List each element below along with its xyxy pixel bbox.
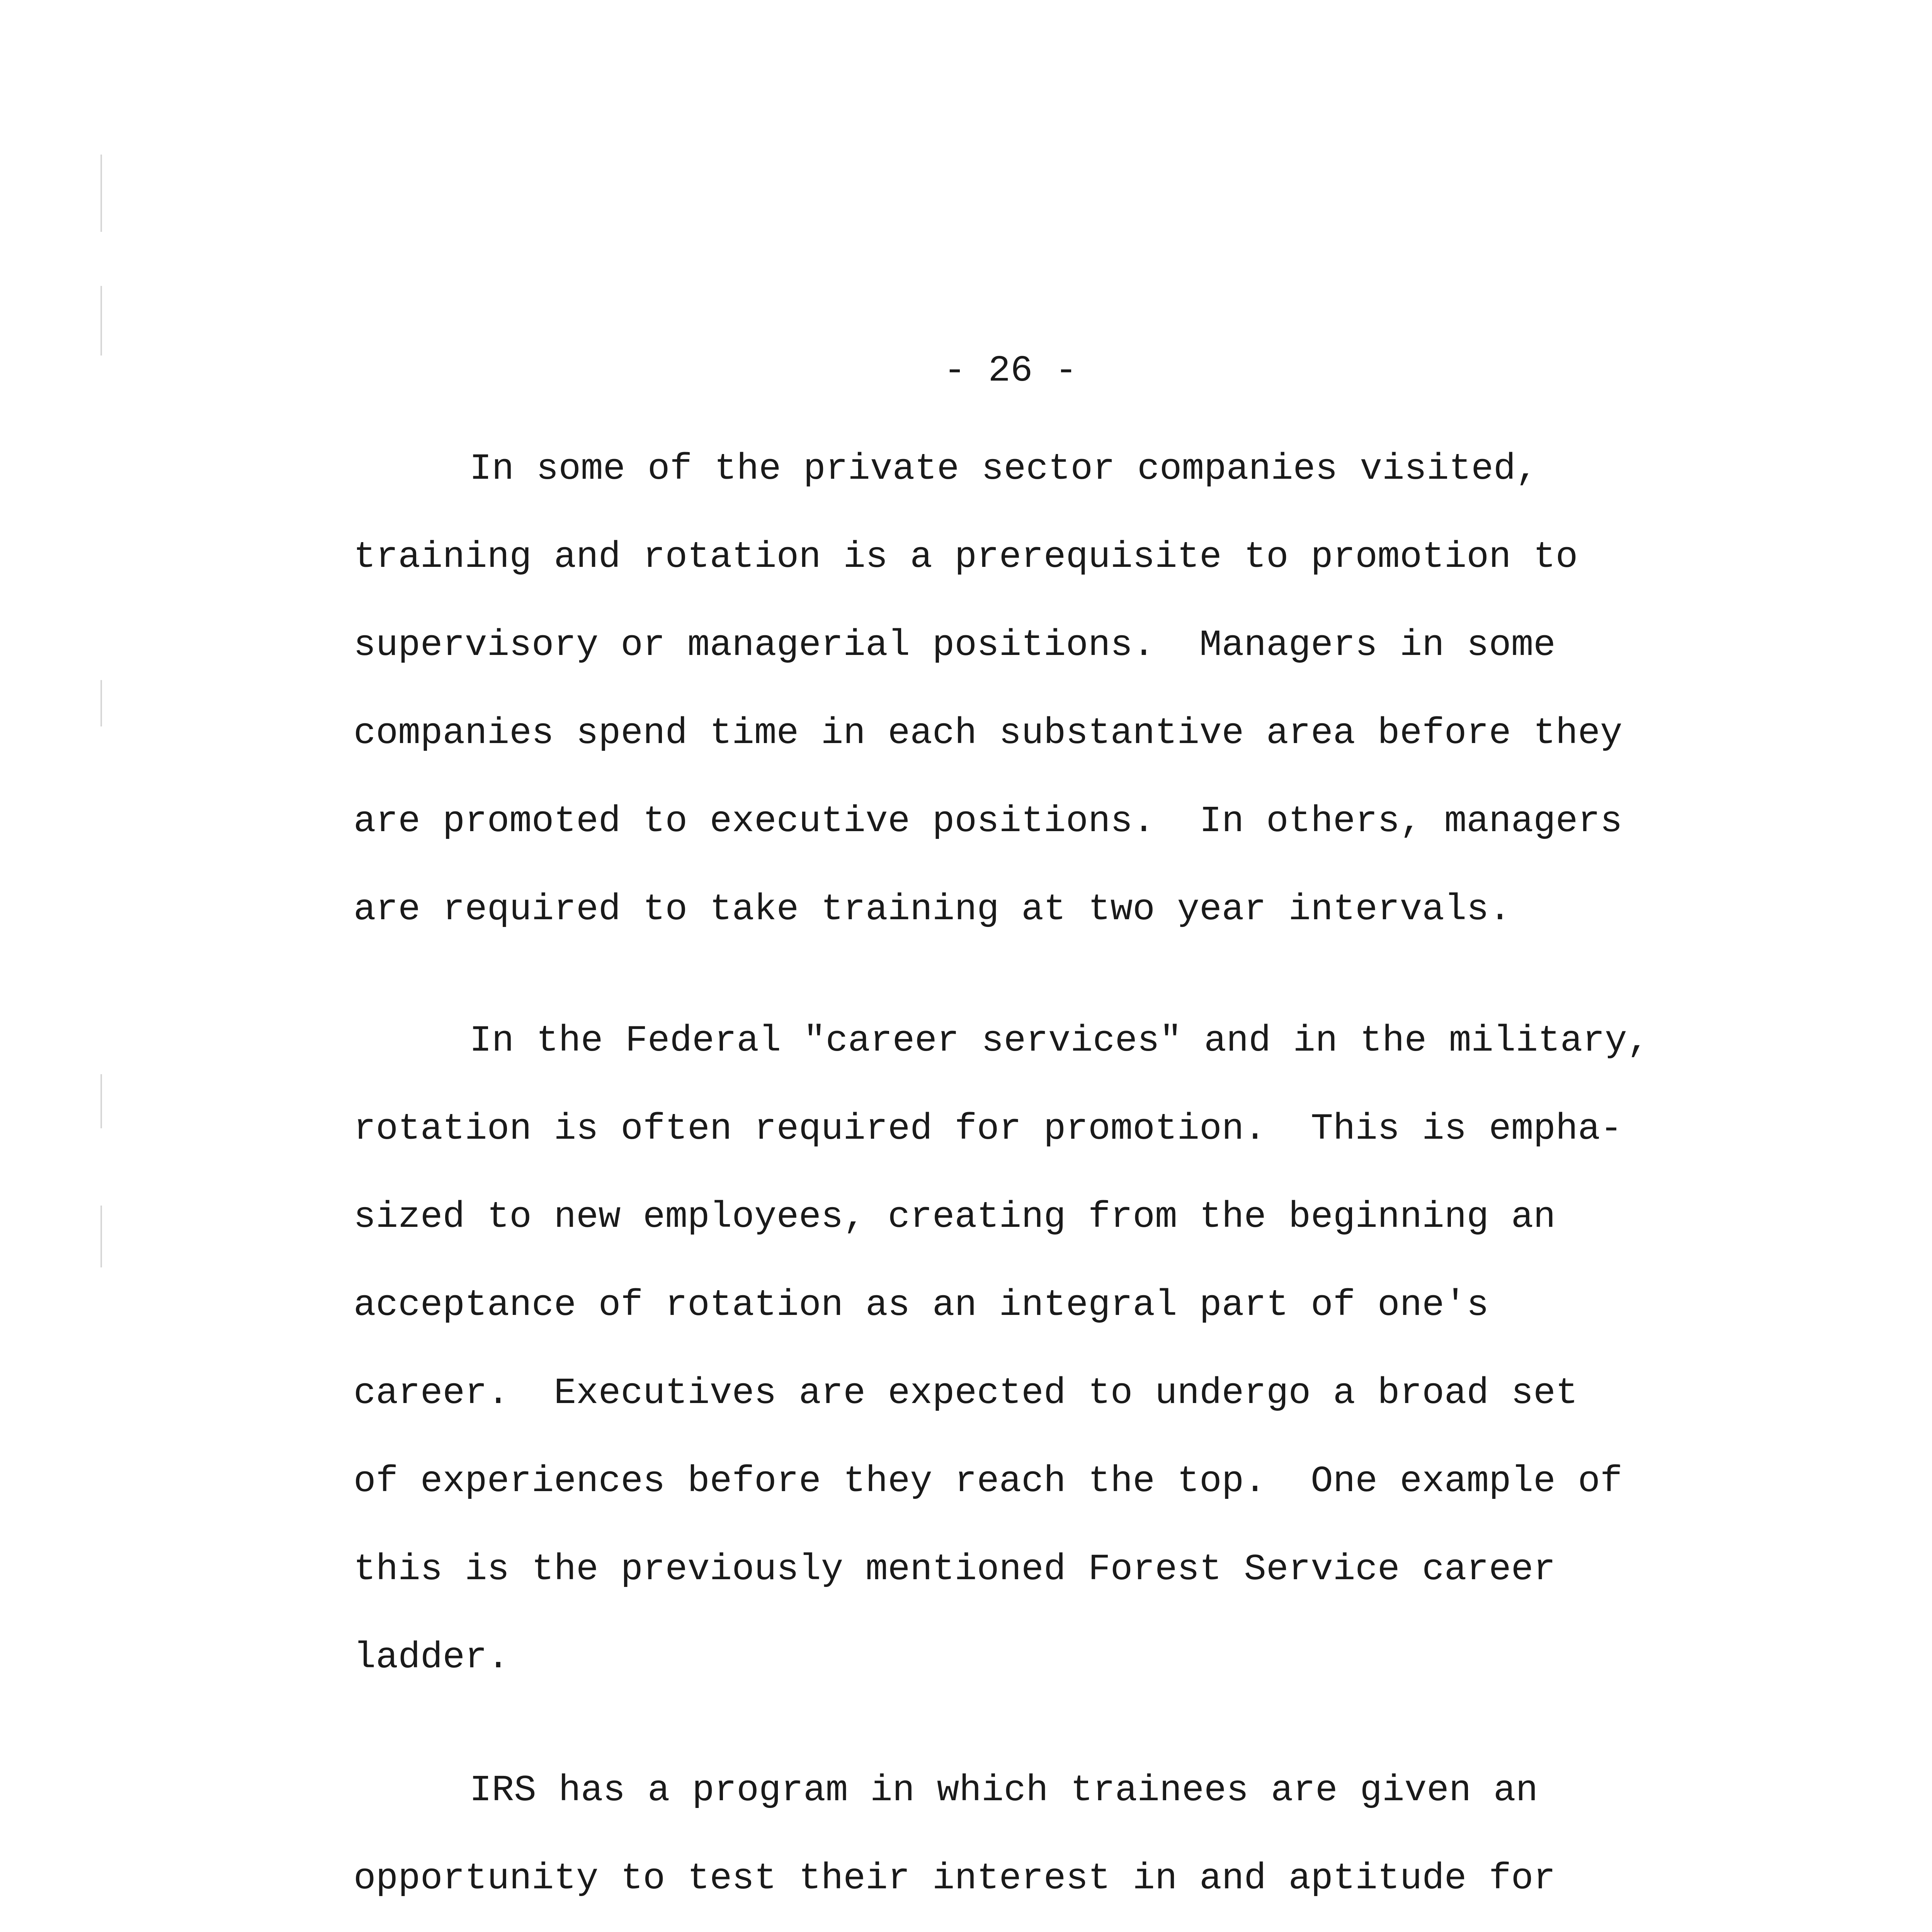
text-line: companies spend time in each substantive area before they	[354, 712, 1622, 754]
text-line: this is the previously mentioned Forest Service career	[354, 1548, 1556, 1590]
paragraph	[354, 997, 1899, 1702]
text-line: are promoted to executive positions. In others, managers	[354, 800, 1622, 842]
text-line: IRS has a program in which trainees are given an	[469, 1769, 1538, 1811]
text-line: In the Federal "career services" and in the military,	[469, 1020, 1650, 1062]
text-line: career. Executives are expected to undergo a broad set	[354, 1372, 1578, 1414]
page-number: - 26 -	[944, 350, 1077, 392]
text-line: of experiences before they reach the top. One example of	[354, 1460, 1622, 1502]
text-line: sized to new employees, creating from the beginning an	[354, 1196, 1556, 1238]
text-line: supervisory or managerial positions. Managers in some	[354, 624, 1556, 666]
text-line: training and rotation is a prerequisite to promotion to	[354, 536, 1578, 578]
text-line	[354, 1923, 1899, 1932]
text-line: In some of the private sector companies visited,	[469, 448, 1538, 490]
scan-artifact	[100, 680, 102, 726]
scan-artifact	[100, 1074, 102, 1128]
paragraph	[354, 1747, 1899, 1932]
text-line: rotation is often required for promotion. This is empha-	[354, 1108, 1622, 1150]
text-line: opportunity to test their interest in and aptitude for	[354, 1857, 1556, 1900]
text-line: are required to take training at two year intervals.	[354, 888, 1511, 930]
scan-artifact	[100, 155, 102, 232]
text-line: acceptance of rotation as an integral part of one's	[354, 1284, 1489, 1326]
scan-artifact	[100, 286, 102, 355]
paragraph	[354, 425, 1899, 954]
scan-artifact	[100, 1206, 102, 1267]
text-line: ladder.	[354, 1636, 510, 1679]
